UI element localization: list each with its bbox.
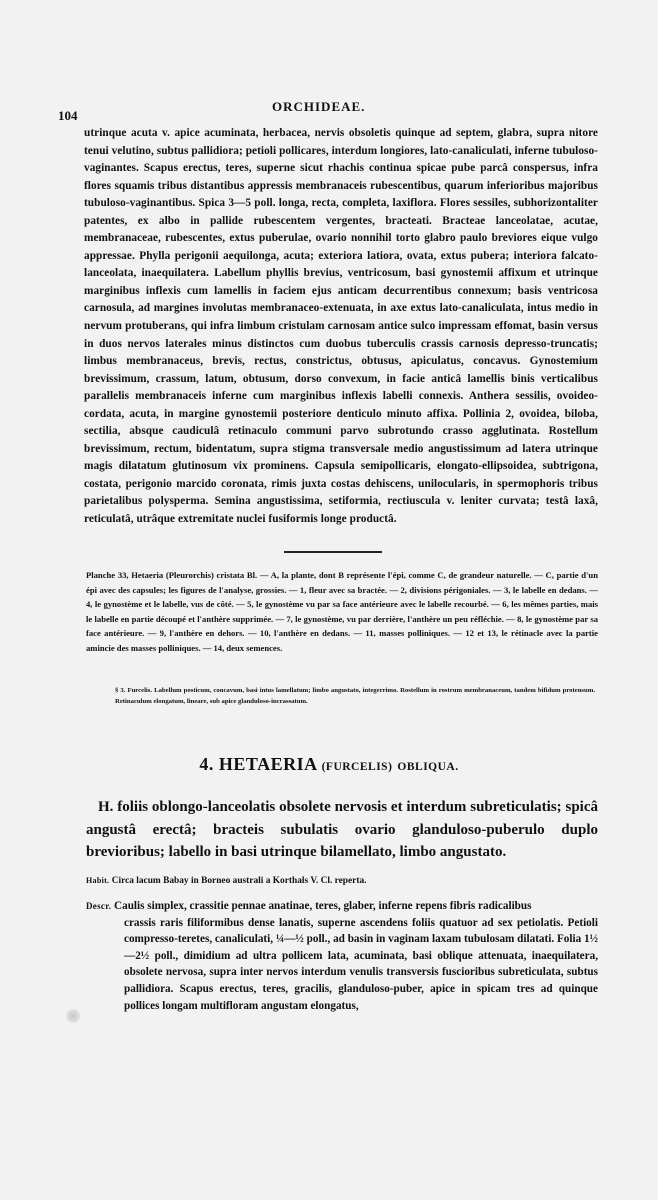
habit-paragraph: [86, 874, 598, 888]
description-label: Descr.: [86, 901, 112, 911]
species-number: 4.: [199, 754, 214, 774]
description-rest: crassis raris filiformibus dense lanatis, superne ascendens foliis quatuor ad sex petiolatis. Petioli compresso-teretes, canaliculati, ¼—½ poll., ad basin in vaginam laxam tubulosam dilatati. Folia 1½—2½ poll., dimidium ad ultra pollicem lata, acuminata, basi oblique attenuata, inaequilatera, obsolete nervosa, supra inter nervos interdum venulis transversis fuscioribus subreticulata, subtus pallidiora. Scapus erectus, teres, gracilis, glanduloso-puber, apice in spicam tres ad quinque pollices longam multifloram angustam elongatus,: [124, 916, 598, 1012]
paper-blemish: [66, 1009, 80, 1023]
section-footnote: § 3. Furcelis. Labellum posticum, concavum, basi intus lamellatum; limbo angustato, integerrimo. Rostellum in rostrum membranaceum, tandem bifidum protensum. Retinaculum elongatum, lineare, sub apice glanduloso-incrassatum.: [115, 687, 595, 705]
species-section: (FURCELIS): [321, 761, 393, 773]
page-number: 104: [58, 108, 78, 123]
species-epithet: OBLIQUA.: [397, 761, 459, 773]
species-heading: [0, 754, 658, 775]
section-divider: [284, 551, 382, 553]
description-paragraph: [86, 898, 598, 1014]
habit-text: Circa lacum Babay in Borneo australi a Korthals V. Cl. reperta.: [111, 876, 367, 886]
species-genus: HETAERIA: [218, 754, 317, 774]
description-first-line: Caulis simplex, crassitie pennae anatinae, teres, glaber, inferne repens fibris radicalibus: [114, 900, 532, 912]
description-continuation: utrinque acuta v. apice acuminata, herbacea, nervis obsoletis quinque ad septem, glabra, supra nitore tenui velutino, subtus pallidiora; petioli pollicares, interdum longiores, lato-canaliculati, inferne tubuloso-vaginantes. Scapus erectus, teres, superne sicut rhachis continua spicae pube parcâ conspersus, infra flores squamis tribus distantibus appressis membranaceis rubescentibus, quarum inferioribus majoribus tubuloso-vaginantibus. Spica 3—5 poll. longa, recta, completa, laxiflora. Flores sessiles, subhorizontaliter patentes, ex albo in pallide rubescentem vergentes, bracteati. Bracteae lanceolatae, acutae, membranaceae, rubescentes, extus puberulae, ovario nonnihil torto glabro paulo breviores eique vulgo appressae. Phylla perigonii aequilonga, acuta; exteriora latiora, ovata, extus pubera; interiora falcato-lanceolata, inaequilatera. Labellum phyllis brevius, ventricosum, basi gynostemii affixum et utrinque marginibus inflexis cum lamellis in faciem ejus anticam decurrentibus connexum; basis ventricosa carnosula, ad margines involutas membranaceo-extenuata, in axe extus lato-canaliculata, intus medio in nervum protuberans, qui infra limbum cristulam carnosam antice sulco impressam effomat, basin versus in duos nervos laterales minus distinctos cum duobus tuberculis crassis carnosis depresso-truncatis; limbus membranaceus, brevis, rectus, constrictus, obtusus, apiculatus, concavus. Gynostemium brevissimum, crassum, latum, obtusum, dorso convexum, in facie anticâ lamellis binis verticalibus parallelis membranaceis inferne cum marginibus inflexis labelli connexis. Anthera sessilis, ovoideo-cordata, acuta, in margine gynostemii posteriore denticulo minuto affixa. Pollinia 2, ovoidea, biloba, sectilia, absque caudiculâ retinaculo communi parvo subrotundo crasso agglutinata. Rostellum brevissimum, rectum, bidentatum, supra stigma transversale medio angustissimum ad latera utrinque magis dilatatum glutinosum vix prominens. Capsula semipollicaris, elongato-ellipsoidea, subtrigona, costata, perigonio marcido coronata, rimis juxta costas dehiscens, unilocularis, in spermophoris tribus parietalibus polysperma. Semina angustissima, setiformia, rectiuscula v. leniter curvata; testâ laxâ, reticulatâ, utrâque extremitate nuclei fusiformis longe productâ.: [84, 127, 598, 526]
species-diagnosis: H. foliis oblongo-lanceolatis obsolete nervosis et interdum subreticulatis; spicâ angustâ erectâ; bracteis subulatis ovario glanduloso-puberulo duplo brevioribus; labello in basi utrinque bilamellato, limbo angustato.: [86, 799, 598, 860]
habit-label: Habit.: [86, 876, 110, 885]
running-head: ORCHIDEAE.: [272, 99, 366, 114]
plate-caption: Planche 33, Hetaeria (Pleurorchis) cristata Bl. — A, la plante, dont B représente l'épi, comme C, de grandeur naturelle. — C, partie d'un épi avec des capsules; les figures de l'analyse, grossies. — 1, fleur avec sa bractée. — 2, divisions périgoniales. — 3, le labelle en dedans. — 4, le gynostème et le labelle, vus de côté. — 5, le gynostème vu par sa face antérieure avec le labelle recourbé. — 6, les mêmes parties, mais le labelle en partie découpé et l'anthère supprimée. — 7, le gynostème, vu par derrière, l'anthère un peu réfléchie. — 8, le gynostème par sa face antérieure. — 9, l'anthère en dehors. — 10, l'anthère en dedans. — 11, masses polliniques. — 12 et 13, le rétinacle avec la partie amincie des masses polliniques. — 14, deux semences.: [86, 570, 598, 653]
